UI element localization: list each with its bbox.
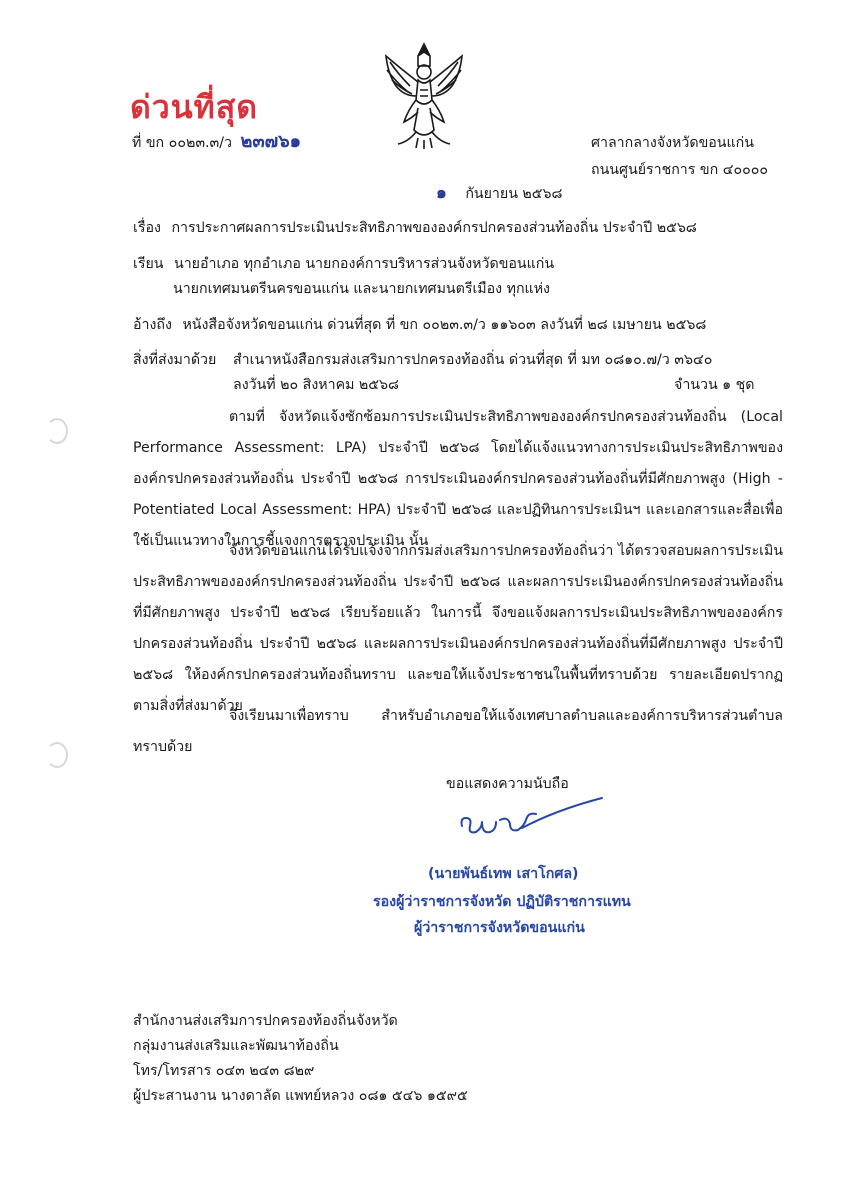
enclosure-text: สำเนาหนังสือกรมส่งเสริมการปกครองท้องถิ่น ด่วนที่สุด ที่ มท ๐๘๑๐.๗/ว ๓๖๔๐ — [233, 352, 713, 368]
ref-number — [132, 132, 301, 153]
enclosure-label: สิ่งที่ส่งมาด้วย — [133, 352, 217, 368]
body-paragraph-1: ตามที่ จังหวัดแจ้งซักซ้อมการประเมินประสิทธิภาพขององค์กรปกครองส่วนท้องถิ่น (Local Performance Assessment: LPA) ประจำปี ๒๕๖๘ โดยได้แจ้งแนวทางการประเมินประสิทธิภาพขององค์กรปกครองส่วนท้องถิ่น ประจำปี ๒๕๖๘ การประเมินองค์กรปกครองส่วนท้องถิ่นที่มีศักยภาพสูง (High - Potentiated Local Assessment: HPA) ประจำปี ๒๕๖๘ และปฏิทินการประเมินฯ และเอกสารและสื่อเพื่อใช้เป็นแนวทางในการชี้แจงการตรวจประเมิน นั้น — [133, 409, 783, 549]
signatory-name: (นายพันธ์เทพ เสาโกศล) — [428, 866, 579, 882]
recipient-label: เรียน — [133, 256, 164, 272]
recipient-line — [133, 254, 554, 274]
closing: ขอแสดงความนับถือ — [446, 776, 569, 792]
date-day-handwritten: ๑ — [436, 183, 447, 203]
footer-phone: โทร/โทรสาร ๐๔๓ ๒๔๓ ๘๒๙ — [133, 1063, 315, 1079]
subject-label: เรื่อง — [133, 220, 161, 236]
ref-number-handwritten: ๒๓๗๖๑ — [240, 131, 302, 152]
handwritten-signature — [456, 792, 606, 842]
subject-text: การประกาศผลการประเมินประสิทธิภาพขององค์กรปกครองส่วนท้องถิ่น ประจำปี ๒๕๖๘ — [171, 220, 697, 236]
garuda-emblem-icon — [378, 38, 470, 150]
footer-division: กลุ่มงานส่งเสริมและพัฒนาท้องถิ่น — [133, 1038, 339, 1054]
reference-line — [133, 315, 706, 335]
subject-line — [133, 218, 697, 238]
urgency-stamp: ด่วนที่สุด — [130, 88, 259, 126]
body-paragraph-2: จังหวัดขอนแก่นได้รับแจ้งจากกรมส่งเสริมการปกครองท้องถิ่นว่า ได้ตรวจสอบผลการประเมินประสิทธิภาพขององค์กรปกครองส่วนท้องถิ่น ประจำปี ๒๕๖๘ และผลการประเมินองค์กรปกครองส่วนท้องถิ่นที่มีศักยภาพสูง ประจำปี ๒๕๖๘ เรียบร้อยแล้ว ในการนี้ จึงขอแจ้งผลการประเมินประสิทธิภาพขององค์กรปกครองส่วนท้องถิ่น ประจำปี ๒๕๖๘ และผลการประเมินองค์กรปกครองส่วนท้องถิ่นที่มีศักยภาพสูง ประจำปี ๒๕๖๘ ให้องค์กรปกครองส่วนท้องถิ่นทราบ และขอให้แจ้งประชาชนในพื้นที่ทราบด้วย รายละเอียดปรากฏตามสิ่งที่ส่งมาด้วย — [133, 543, 783, 714]
footer-coordinator: ผู้ประสานงาน นางดาลัด แพทย์หลวง ๐๘๑ ๕๔๖ ๑๕๙๕ — [133, 1088, 468, 1104]
ref-number-printed: ที่ ขก ๐๐๒๓.๓/ว — [132, 135, 232, 151]
enclosure-date: ลงวันที่ ๒๐ สิงหาคม ๒๕๖๘ — [233, 377, 399, 393]
sender-address-line: ศาลากลางจังหวัดขอนแก่น — [591, 135, 754, 151]
reference-text: หนังสือจังหวัดขอนแก่น ด่วนที่สุด ที่ ขก ๐๐๒๓.๓/ว ๑๑๖๐๓ ลงวันที่ ๒๘ เมษายน ๒๕๖๘ — [182, 317, 707, 333]
recipient-text-cont: นายกเทศมนตรีนครขอนแก่น และนายกเทศมนตรีเมือง ทุกแห่ง — [173, 281, 550, 297]
recipient-text: นายอำเภอ ทุกอำเภอ นายกองค์การบริหารส่วนจังหวัดขอนแก่น — [174, 256, 555, 272]
punch-hole — [46, 418, 68, 444]
date-month-year: กันยายน ๒๕๖๘ — [465, 186, 563, 202]
signatory-title-2: ผู้ว่าราชการจังหวัดขอนแก่น — [414, 920, 585, 936]
footer-office: สำนักงานส่งเสริมการปกครองท้องถิ่นจังหวัด — [133, 1013, 398, 1029]
enclosure-quantity: จำนวน ๑ ชุด — [674, 377, 755, 393]
letter-date — [436, 183, 562, 204]
body-paragraph-3: จึงเรียนมาเพื่อทราบ สำหรับอำเภอขอให้แจ้งเทศบาลตำบลและองค์การบริหารส่วนตำบลทราบด้วย — [133, 708, 783, 755]
signatory-title: รองผู้ว่าราชการจังหวัด ปฏิบัติราชการแทน — [373, 894, 631, 910]
punch-hole — [46, 742, 68, 768]
reference-label: อ้างถึง — [133, 317, 172, 333]
sender-address-line: ถนนศูนย์ราชการ ขก ๔๐๐๐๐ — [591, 162, 769, 178]
